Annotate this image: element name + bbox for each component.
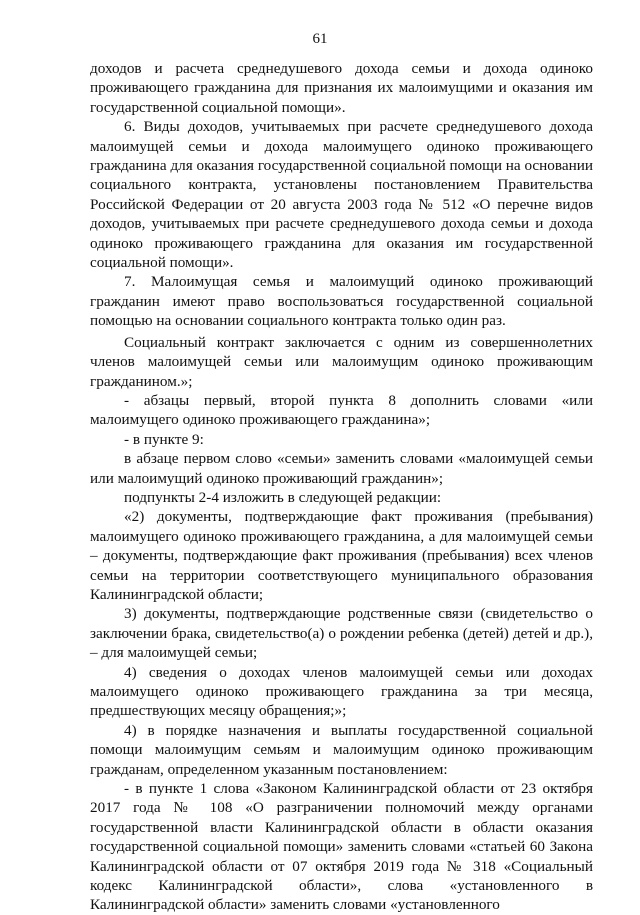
paragraph-item-7: 7. Малоимущая семья и малоимущий одиноко проживающий гражданин имеют право воспользоваться государственной социальной помощью на основании социального контракта только один раз. [90,273,593,330]
paragraph-amend-item-8: - абзацы первый, второй пункта 8 дополнить словами «или малоимущего одиноко проживающего гражданина»; [90,391,593,429]
paragraph-subitem-4: 4) сведения о доходах членов малоимущей семьи или доходах малоимущего одиноко проживающего гражданина за три месяца, предшествующих месяцу обращения;»; [90,663,593,720]
paragraph-amendment-4: 4) в порядке назначения и выплаты государственной социальной помощи малоимущим семьям и малоимущим одиноко проживающим гражданам, определенном указанным постановлением: [90,721,593,778]
paragraph-item-6: 6. Виды доходов, учитываемых при расчете среднедушевого дохода малоимущей семьи и дохода малоимущего одиноко проживающего гражданина для оказания государственной социальной помощи на основании социального контракта, установлены постановлением Правительства Российской Федерации от 20 августа 2003 года № 512 «О перечне видов доходов, учитываемых при расчете среднедушевого дохода семьи и дохода одиноко проживающего гражданина для оказания им государственной социальной помощи». [90,118,593,272]
page-number: 61 [312,31,328,47]
paragraph-item-1-replacement: - в пункте 1 слова «Законом Калининградской области от 23 октября 2017 года № 108 «О разграничении полномочий между органами государственной власти Калининградской области в области оказания государственной социальной помощи» заменить словами «статьей 60 Закона Калининградской области от 07 октября 2019 года № 318 «Социальный кодекс Калининградской области», слова «установленного в Калининградской области» заменить словами «установленного [90,780,593,914]
paragraph-subitems-heading: подпункты 2-4 изложить в следующей редакции: [124,488,442,506]
paragraph-subitem-3: 3) документы, подтверждающие родственные связи (свидетельство о заключении брака, свидетельство(а) о рождении ребенка (детей) детей и др.), – для малоимущей семьи; [90,605,593,662]
paragraph-subitem-2: «2) документы, подтверждающие факт проживания (пребывания) малоимущего одиноко проживающего гражданина, а для малоимущей семьи – документы, подтверждающие факт проживания (пребывания) всех членов семьи на территории соответствующего муниципального образования Калининградской области; [90,508,593,603]
document-body [90,59,593,915]
paragraph-item-9-heading: - в пункте 9: [124,430,204,448]
paragraph-continuation: доходов и расчета среднедушевого дохода семьи и дохода одиноко проживающего гражданина для признания их малоимущими и оказания им государственной социальной помощи». [90,60,593,116]
paragraph-social-contract: Социальный контракт заключается с одним из совершеннолетних членов малоимущей семьи или малоимущим одиноко проживающим гражданином.»; [90,333,593,390]
paragraph-item-9-first-abzac: в абзаце первом слово «семьи» заменить словами «малоимущей семьи или малоимущий одиноко проживающий гражданин»; [90,450,593,487]
